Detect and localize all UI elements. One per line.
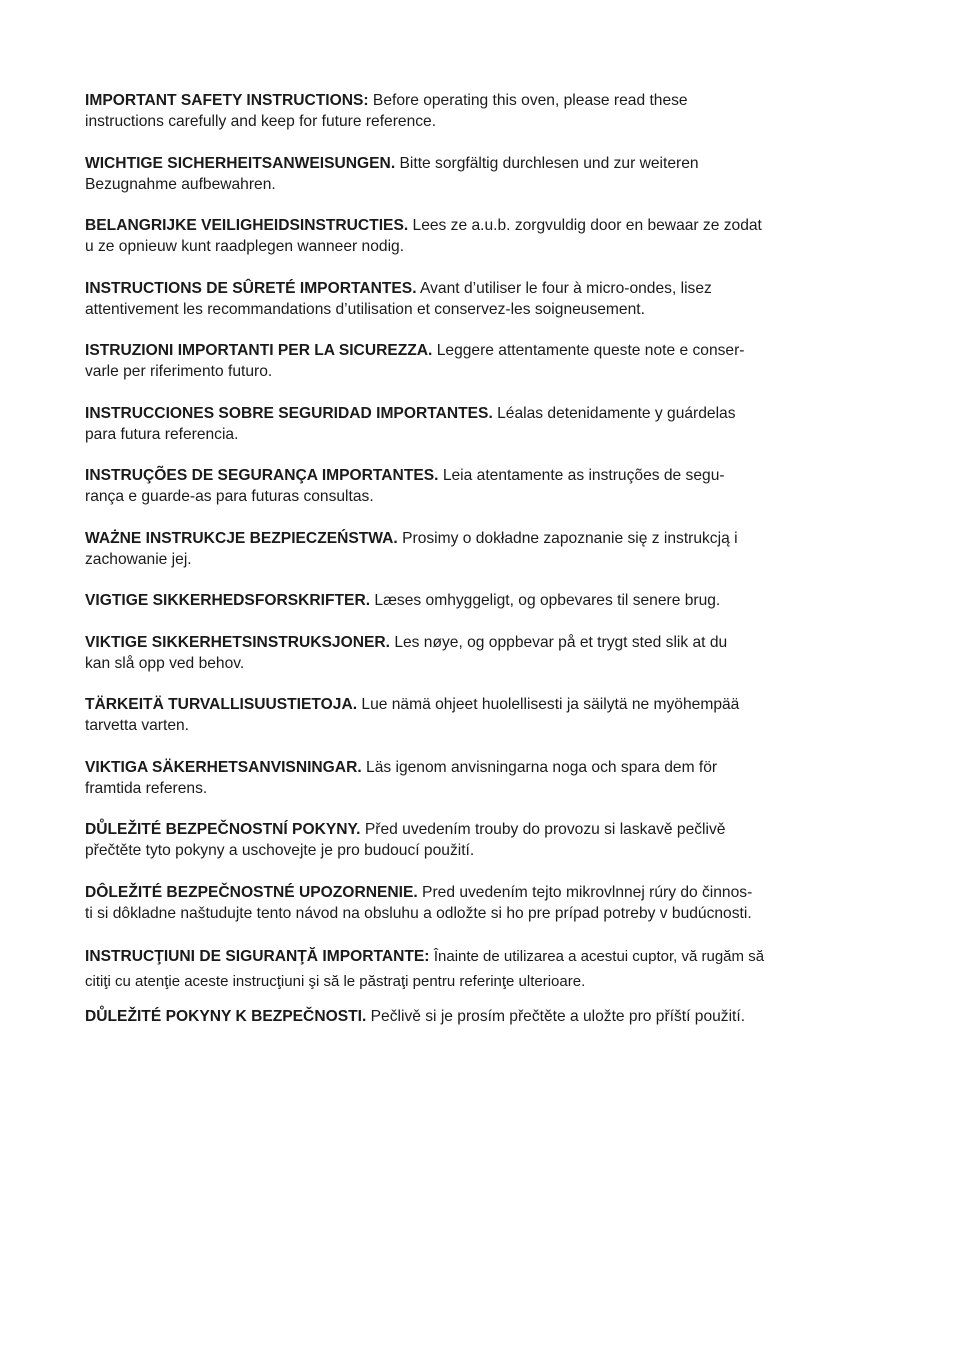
instruction-heading: VIGTIGE SIKKERHEDSFORSKRIFTER.: [85, 592, 371, 609]
instruction-heading: INSTRUÇÕES DE SEGURANÇA IMPORTANTES.: [85, 467, 439, 484]
instruction-de: [85, 153, 845, 195]
instruction-text-line2: para futura referencia.: [85, 425, 239, 443]
instruction-text-line2: tarvetta varten.: [85, 717, 190, 734]
instruction-heading: INSTRUCŢIUNI DE SIGURANŢĂ IMPORTANTE:: [85, 948, 430, 965]
instruction-da: [85, 590, 845, 611]
instruction-text-line2: rança e guarde-as para futuras consultas.: [85, 488, 374, 505]
instruction-heading: BELANGRIJKE VEILIGHEIDSINSTRUCTIES.: [85, 217, 409, 234]
instruction-heading: VIKTIGA SÄKERHETSANVISNINGAR.: [85, 758, 362, 776]
instruction-it: [85, 340, 845, 382]
instruction-text-line1: Pred uvedením tejto mikrovlnnej rúry do činnos-: [422, 883, 753, 901]
instruction-heading: DŮLEŽITÉ POKYNY K BEZPEČNOSTI.: [85, 1008, 367, 1025]
instruction-text-line2: zachowanie jej.: [85, 550, 192, 568]
instruction-text-line1: Läs igenom anvisningarna noga och spara dem för: [366, 758, 718, 776]
safety-instructions-page: [85, 90, 845, 1048]
instruction-text-line2: varle per riferimento futuro.: [85, 363, 273, 380]
instruction-text-line2: Bezugnahme aufbewahren.: [85, 175, 276, 193]
instruction-fi: [85, 694, 845, 736]
instruction-cs: [85, 819, 845, 861]
instruction-text-line1: Bitte sorgfältig durchlesen und zur weiteren: [399, 154, 699, 172]
instruction-nl: [85, 215, 845, 257]
instruction-heading: DŮLEŽITÉ BEZPEČNOSTNÍ POKYNY.: [85, 821, 361, 838]
instruction-sk: [85, 882, 845, 924]
instruction-es: [85, 403, 845, 445]
instruction-text-line2: u ze opnieuw kunt raadplegen wanneer nodig.: [85, 238, 405, 255]
instruction-text-line2: framtida referens.: [85, 779, 208, 797]
instruction-sv: [85, 757, 845, 799]
instruction-heading: TÄRKEITÄ TURVALLISUUSTIETOJA.: [85, 696, 358, 713]
instruction-text-line1: Before operating this oven, please read these: [372, 92, 688, 109]
instruction-text-line1: Pečlivě si je prosím přečtěte a uložte pro příští použití.: [370, 1008, 746, 1025]
instruction-heading: WAŻNE INSTRUKCJE BEZPIECZEŃSTWA.: [85, 529, 398, 547]
instruction-text-line1: Před uvedením trouby do provozu si laskavě pečlivě: [364, 821, 726, 838]
instruction-text-line2: kan slå opp ved behov.: [85, 654, 245, 672]
instruction-text-line2: přečtěte tyto pokyny a uschovejte je pro budoucí použití.: [85, 842, 475, 859]
instruction-heading: INSTRUCTIONS DE SÛRETÉ IMPORTANTES.: [85, 279, 417, 297]
instruction-no: [85, 632, 845, 674]
instruction-heading: ISTRUZIONI IMPORTANTI PER LA SICUREZZA.: [85, 342, 433, 359]
instruction-text-line1: Læses omhyggeligt, og opbevares til senere brug.: [374, 592, 721, 609]
instruction-heading: DÔLEŽITÉ BEZPEČNOSTNÉ UPOZORNENIE.: [85, 883, 418, 901]
instruction-pl: [85, 528, 845, 570]
instruction-ro: [85, 944, 845, 994]
instruction-text-line1: Léalas detenidamente y guárdelas: [497, 404, 736, 422]
instruction-text-line1: Lue nämä ohjeet huolellisesti ja säilytä ne myöhempää: [361, 696, 740, 713]
instruction-text-line2: ti si dôkladne naštudujte tento návod na obsluhu a odložte si ho pre prípad potreby v budúcnosti.: [85, 904, 752, 922]
instruction-en: [85, 90, 845, 132]
instruction-text-line1: Înainte de utilizarea a acestui cuptor, vă rugăm să: [433, 948, 765, 965]
instruction-text-line1: Prosimy o dokładne zapoznanie się z instrukcją i: [402, 529, 738, 547]
instruction-text-line1: Les nøye, og oppbevar på et trygt sted slik at du: [394, 633, 728, 651]
instruction-text-line2: instructions carefully and keep for future reference.: [85, 113, 437, 130]
instruction-cs-2: [85, 1006, 845, 1027]
instruction-text-line1: Avant d’utiliser le four à micro-ondes, lisez: [420, 279, 712, 297]
instruction-text-line2: citiţi cu atenţie aceste instrucţiuni şi să le păstraţi pentru referinţe ulterioare.: [85, 973, 586, 990]
instruction-pt: [85, 465, 845, 507]
instruction-text-line2: attentivement les recommandations d’utilisation et conservez-les soigneusement.: [85, 300, 645, 318]
instruction-heading: VIKTIGE SIKKERHETSINSTRUKSJONER.: [85, 633, 390, 651]
instruction-text-line1: Lees ze a.u.b. zorgvuldig door en bewaar ze zodat: [412, 217, 762, 234]
instruction-heading: INSTRUCCIONES SOBRE SEGURIDAD IMPORTANTES.: [85, 404, 493, 422]
instruction-heading: WICHTIGE SICHERHEITSANWEISUNGEN.: [85, 154, 396, 172]
instruction-text-line1: Leggere attentamente queste note e conser-: [436, 342, 745, 359]
instruction-text-line1: Leia atentamente as instruções de segu-: [442, 467, 725, 484]
instruction-heading: IMPORTANT SAFETY INSTRUCTIONS:: [85, 92, 369, 109]
instruction-fr: [85, 278, 845, 320]
